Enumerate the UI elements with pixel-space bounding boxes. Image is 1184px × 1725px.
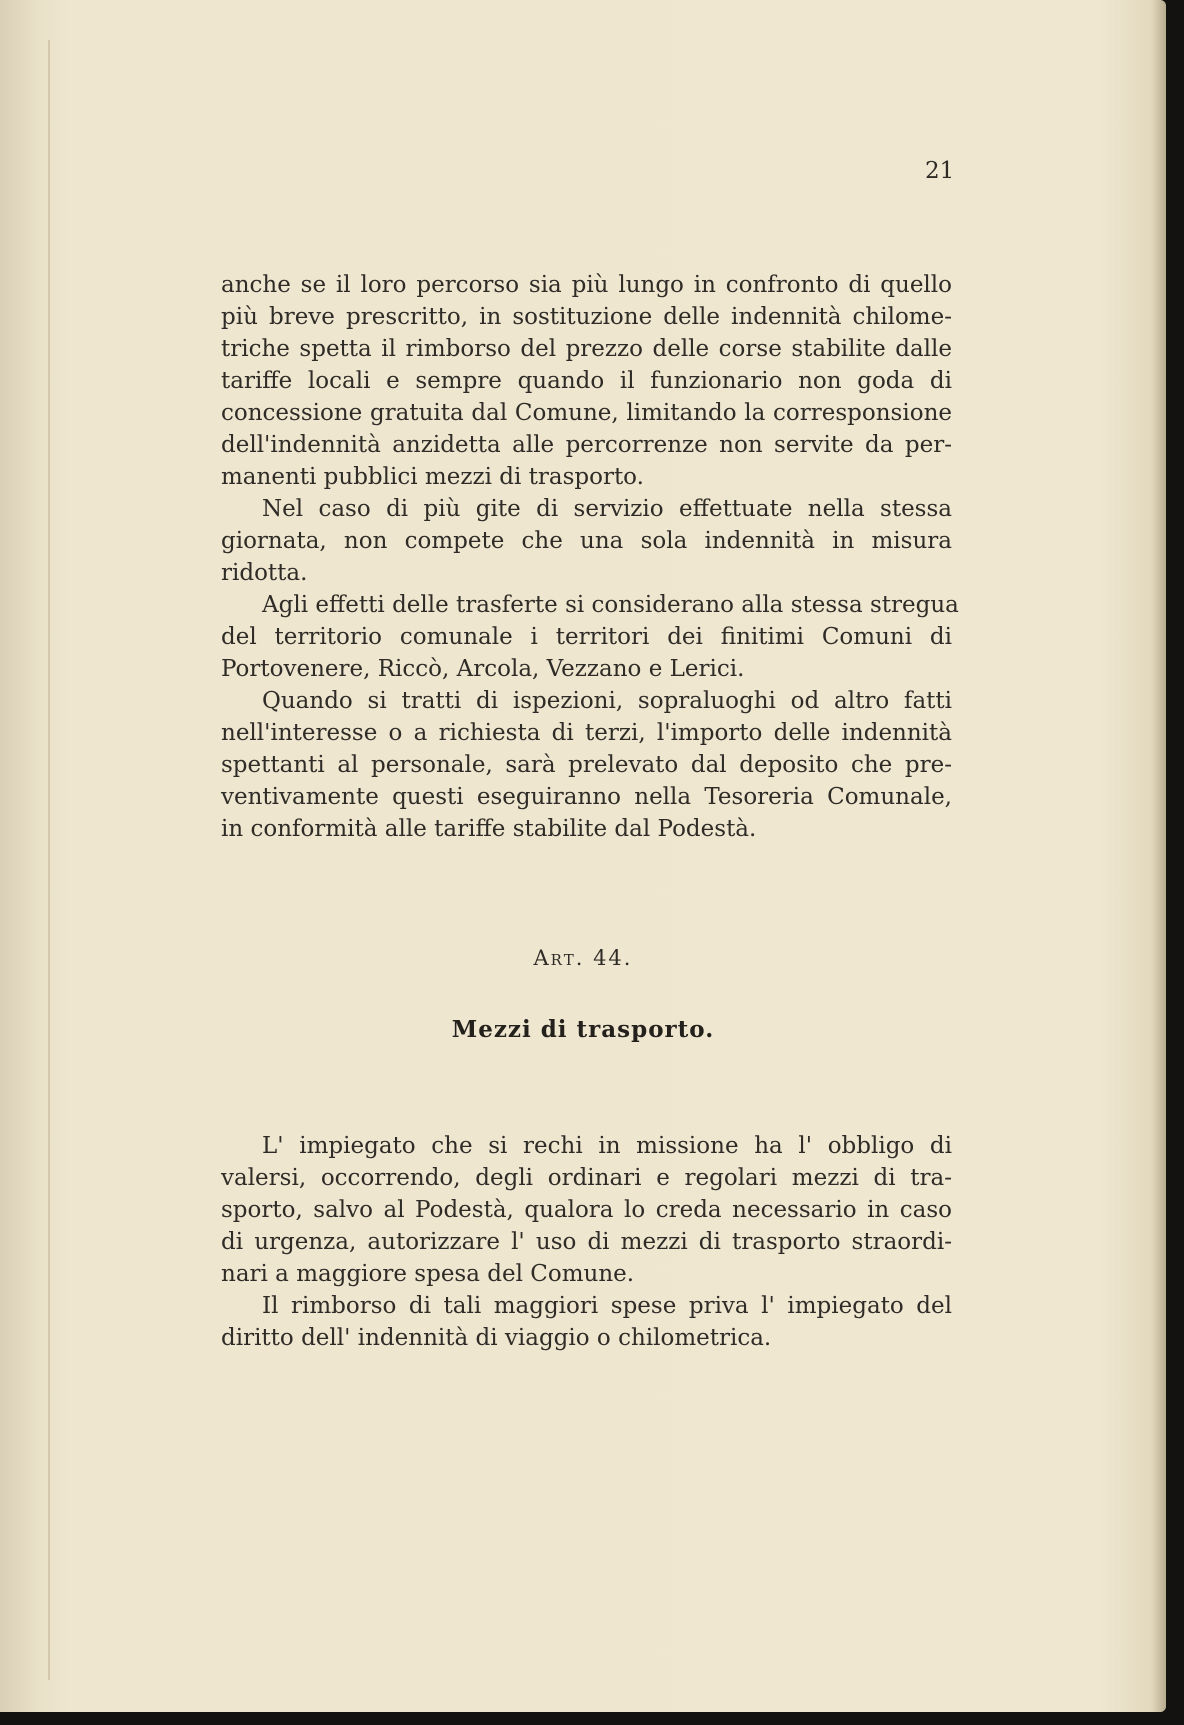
continuation-text (221, 269, 959, 845)
text-line: di urgenza, autorizzare l' uso di mezzi di trasporto straordi- (221, 1229, 952, 1255)
text-line: del territorio comunale i territori dei finitimi Comuni di (221, 624, 952, 650)
text-line: Agli effetti delle trasferte si considerano alla stessa stregua (262, 592, 959, 618)
text-line: giornata, non compete che una sola indennità in misura (221, 528, 952, 554)
text-line: dell'indennità anzidetta alle percorrenze non servite da per- (221, 432, 952, 458)
text-line: manenti pubblici mezzi di trasporto. (221, 464, 644, 490)
page-edge (1152, 0, 1166, 1712)
text-line: più breve prescritto, in sostituzione delle indennità chilome- (221, 304, 952, 330)
text-line: anche se il loro percorso sia più lungo in confronto di quello (221, 272, 952, 298)
text-line: Il rimborso di tali maggiori spese priva l' impiegato del (262, 1293, 952, 1319)
text-line: in conformità alle tariffe stabilite dal Podestà. (221, 816, 757, 842)
text-line: sporto, salvo al Podestà, qualora lo creda necessario in caso (221, 1197, 952, 1223)
page-gutter (48, 40, 50, 1680)
page-number: 21 (925, 158, 955, 184)
text-line: L' impiegato che si rechi in missione ha l' obbligo di (262, 1133, 952, 1159)
text-line: nari a maggiore spesa del Comune. (221, 1261, 635, 1287)
text-line: concessione gratuita dal Comune, limitando la corresponsione (221, 400, 952, 426)
article-title: Mezzi di trasporto. (451, 1016, 715, 1043)
article-text (221, 1130, 952, 1354)
text-line: valersi, occorrendo, degli ordinari e regolari mezzi di tra- (221, 1165, 952, 1191)
text-line: Portovenere, Riccò, Arcola, Vezzano e Lerici. (221, 656, 745, 682)
text-line: spettanti al personale, sarà prelevato dal deposito che pre- (221, 752, 952, 778)
text-line: diritto dell' indennità di viaggio o chilometrica. (221, 1325, 772, 1351)
text-line: nell'interesse o a richiesta di terzi, l'importo delle indennità (221, 720, 952, 746)
text-line: Quando si tratti di ispezioni, sopraluoghi od altro fatti (262, 688, 952, 714)
text-line: ventivamente questi eseguiranno nella Tesoreria Comunale, (221, 784, 952, 810)
text-line: ridotta. (221, 560, 308, 586)
text-line: Nel caso di più gite di servizio effettuate nella stessa (262, 496, 952, 522)
text-line: triche spetta il rimborso del prezzo delle corse stabilite dalle (221, 336, 952, 362)
article-heading: Art. 44. (533, 946, 633, 970)
text-line: tariffe locali e sempre quando il funzionario non goda di (221, 368, 952, 394)
